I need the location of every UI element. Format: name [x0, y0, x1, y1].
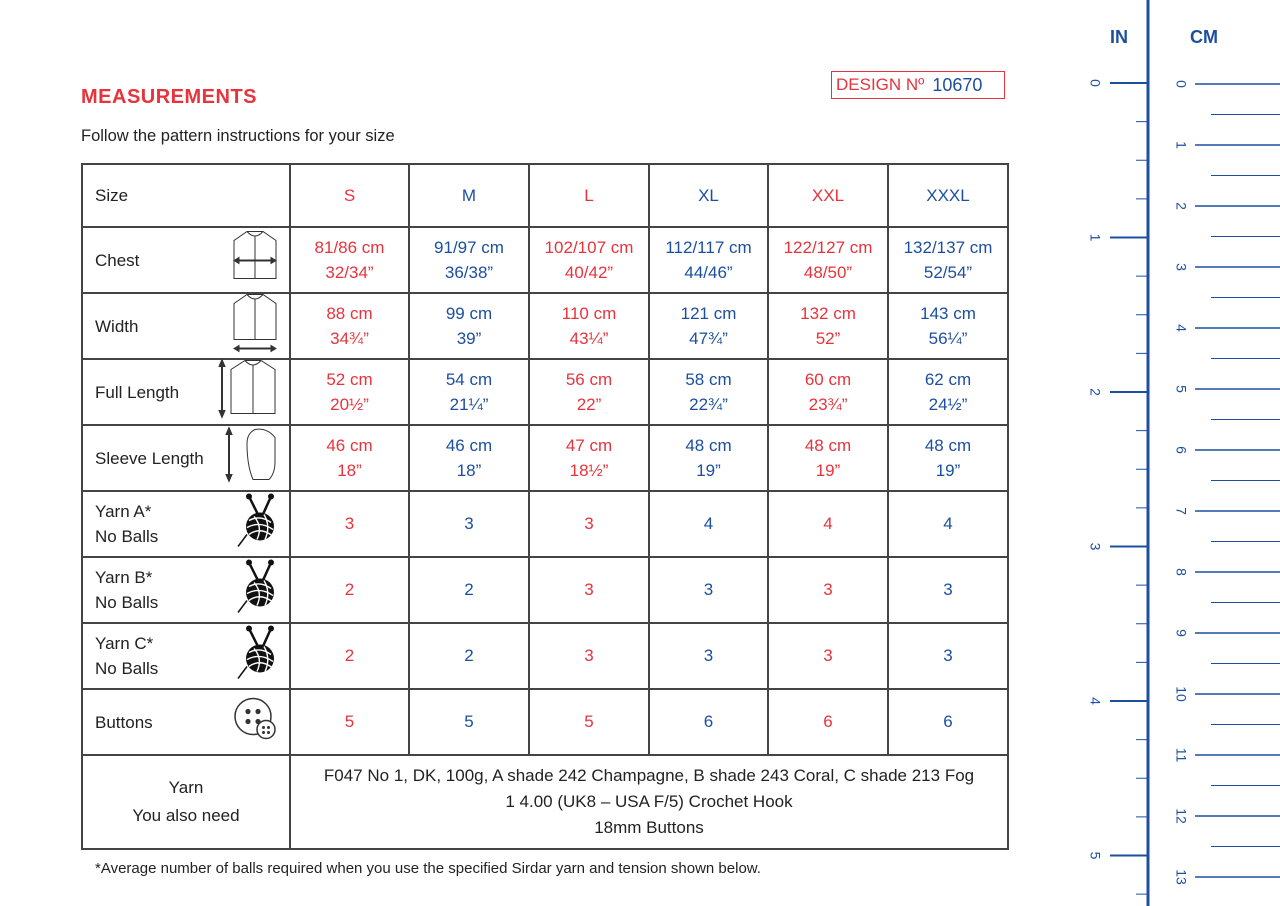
size-header-l: L	[529, 164, 649, 227]
value-primary: 2	[344, 646, 355, 665]
value-inches: 21¼”	[449, 395, 489, 414]
buttons-cell-xxl	[768, 689, 888, 755]
buttons-value: 18mm Buttons	[594, 818, 704, 837]
yarn-a-label-cell	[82, 491, 290, 557]
yarn-c-cell-xxxl	[888, 623, 1008, 689]
yarn-c-cell-s	[290, 623, 409, 689]
value-inches: 18½”	[569, 461, 609, 480]
cm-number: 8	[1173, 568, 1190, 576]
yarn-ball-icon	[235, 493, 281, 556]
value-primary: 48 cm	[685, 436, 732, 455]
value-primary: 3	[584, 514, 594, 533]
size-header-m: M	[409, 164, 529, 227]
materials-values	[290, 755, 1008, 849]
buttons-row	[82, 689, 1008, 755]
value-primary: 91/97 cm	[434, 238, 504, 257]
value-inches: 43¼”	[569, 329, 609, 348]
cm-number: 13	[1173, 869, 1190, 885]
value-inches: 56¼”	[928, 329, 968, 348]
cm-number: 1	[1173, 141, 1190, 149]
value-inches: 19”	[696, 461, 721, 480]
value-primary: 56 cm	[565, 370, 613, 389]
full-length-row	[82, 359, 1008, 425]
inch-number: 1	[1087, 233, 1104, 242]
value-inches: 19”	[935, 461, 961, 480]
chest-label: Chest	[95, 250, 140, 270]
value-inches: 24½”	[928, 395, 968, 414]
cm-number: 3	[1173, 263, 1190, 271]
yarn-b-label: Yarn B*	[95, 568, 153, 587]
value-primary: 6	[943, 712, 953, 731]
yarn-b-cell-l	[529, 557, 649, 623]
value-inches: 52/54”	[923, 263, 973, 282]
also-need-label: You also need	[132, 806, 240, 825]
yarn-ball-icon	[235, 559, 281, 622]
value-primary: 3	[823, 580, 833, 599]
value-primary: 110 cm	[561, 304, 617, 323]
width-cell-m	[409, 293, 529, 359]
yarn-a-cell-xxxl	[888, 491, 1008, 557]
value-primary: 88 cm	[326, 304, 373, 323]
cm-number: 7	[1173, 507, 1190, 515]
size-header-xxl: XXL	[768, 164, 888, 227]
sleeve-length-row	[82, 425, 1008, 491]
value-primary: 2	[344, 580, 355, 599]
yarn-b-cell-xxxl	[888, 557, 1008, 623]
value-inches: 40/42”	[564, 263, 614, 282]
buttons-cell-xxxl	[888, 689, 1008, 755]
buttons-label: Buttons	[95, 712, 153, 732]
sleeve-length-label-cell	[82, 425, 290, 491]
value-inches: 39”	[456, 329, 482, 348]
chest-cell-s	[290, 227, 409, 293]
cm-number: 11	[1173, 747, 1190, 763]
yarn-b-cell-s	[290, 557, 409, 623]
width-cell-xl	[649, 293, 768, 359]
sleeve-length-label: Sleeve Length	[95, 448, 204, 468]
value-primary: 122/127 cm	[783, 238, 873, 257]
measurements-table	[81, 163, 1009, 850]
yarn-c-cell-l	[529, 623, 649, 689]
value-primary: 132 cm	[800, 304, 856, 323]
full-length-cell-s	[290, 359, 409, 425]
value-primary: 62 cm	[924, 370, 972, 389]
value-inches: 48/50”	[803, 263, 853, 282]
yarn-b-sublabel: No Balls	[95, 593, 159, 612]
value-primary: 48 cm	[924, 436, 972, 455]
value-primary: 3	[703, 646, 714, 665]
value-primary: 60 cm	[804, 370, 852, 389]
full-length-label-cell	[82, 359, 290, 425]
value-primary: 3	[943, 580, 953, 599]
materials-row	[82, 755, 1008, 849]
chest-width-garment-icon	[229, 229, 281, 292]
value-inches: 23¾”	[808, 395, 848, 414]
yarn-a-cell-l	[529, 491, 649, 557]
yarn-a-cell-xxl	[768, 491, 888, 557]
buttons-cell-l	[529, 689, 649, 755]
value-primary: 143 cm	[920, 304, 976, 323]
value-primary: 3	[943, 646, 953, 665]
value-inches: 32/34”	[325, 263, 374, 282]
sleeve-length-cell-s	[290, 425, 409, 491]
design-number: 10670	[932, 74, 983, 95]
value-primary: 3	[823, 646, 833, 665]
materials-labels	[82, 755, 290, 849]
garment-width-icon	[229, 292, 281, 361]
sleeve-length-cell-xl	[649, 425, 768, 491]
yarn-a-cell-s	[290, 491, 409, 557]
cm-number: 4	[1173, 324, 1190, 332]
value-inches: 22¾”	[689, 395, 728, 414]
value-primary: 132/137 cm	[903, 238, 993, 257]
size-header-row	[82, 164, 1008, 227]
cm-number: 2	[1173, 202, 1190, 210]
chest-cell-l	[529, 227, 649, 293]
size-header-xl: XL	[649, 164, 768, 227]
value-primary: 58 cm	[685, 370, 732, 389]
value-primary: 2	[464, 580, 474, 599]
instructions-text: Follow the pattern instructions for your size	[81, 127, 395, 145]
yarn-b-cell-xxl	[768, 557, 888, 623]
full-length-cell-xxl	[768, 359, 888, 425]
value-primary: 81/86 cm	[314, 238, 385, 257]
measuring-ruler	[1070, 0, 1280, 906]
value-primary: 4	[823, 514, 833, 533]
width-cell-s	[290, 293, 409, 359]
size-header-xxxl: XXXL	[888, 164, 1008, 227]
design-number-badge	[831, 71, 1005, 99]
button-icon	[231, 694, 281, 751]
value-primary: 5	[344, 712, 355, 731]
value-primary: 4	[703, 514, 714, 533]
width-label: Width	[95, 316, 139, 336]
buttons-label-cell	[82, 689, 290, 755]
cm-number: 0	[1173, 80, 1190, 88]
value-inches: 52”	[815, 329, 841, 348]
yarn-c-label: Yarn C*	[95, 634, 154, 653]
yarn-c-cell-xl	[649, 623, 768, 689]
cm-number: 5	[1173, 385, 1190, 393]
buttons-cell-m	[409, 689, 529, 755]
sleeve-length-cell-m	[409, 425, 529, 491]
sleeve-length-cell-xxl	[768, 425, 888, 491]
value-primary: 112/117 cm	[665, 238, 752, 257]
full-length-cell-xxxl	[888, 359, 1008, 425]
yarn-c-sublabel: No Balls	[95, 659, 159, 678]
value-primary: 6	[703, 712, 714, 731]
yarn-b-row	[82, 557, 1008, 623]
value-primary: 48 cm	[804, 436, 852, 455]
value-primary: 3	[584, 580, 594, 599]
full-length-label: Full Length	[95, 382, 180, 402]
value-inches: 47¾”	[689, 329, 728, 348]
value-primary: 3	[344, 514, 355, 533]
size-label: Size	[82, 164, 290, 227]
chest-cell-m	[409, 227, 529, 293]
buttons-cell-s	[290, 689, 409, 755]
chest-cell-xxxl	[888, 227, 1008, 293]
size-header-s: S	[290, 164, 409, 227]
value-primary: 6	[823, 712, 833, 731]
design-label: DESIGN Nº	[836, 75, 925, 94]
chest-cell-xl	[649, 227, 768, 293]
yarn-a-label: Yarn A*	[95, 502, 152, 521]
cm-label: CM	[1190, 27, 1218, 47]
yarn-label: Yarn	[168, 778, 204, 797]
full-length-cell-l	[529, 359, 649, 425]
inch-number: 2	[1087, 388, 1104, 396]
value-primary: 2	[464, 646, 474, 665]
cm-number: 10	[1173, 686, 1190, 702]
inch-label: IN	[1110, 27, 1128, 47]
value-inches: 18”	[456, 461, 482, 480]
cm-number: 12	[1173, 808, 1190, 824]
footnote: *Average number of balls required when you use the specified Sirdar yarn and tension shown below.	[95, 860, 761, 877]
value-primary: 5	[584, 712, 594, 731]
inch-number: 3	[1087, 542, 1104, 551]
inch-number: 0	[1087, 79, 1104, 87]
value-primary: 46 cm	[445, 436, 493, 455]
value-primary: 99 cm	[445, 304, 493, 323]
width-row	[82, 293, 1008, 359]
width-cell-xxl	[768, 293, 888, 359]
value-primary: 3	[703, 580, 714, 599]
yarn-value: F047 No 1, DK, 100g, A shade 242 Champagne, B shade 243 Coral, C shade 213 Fog	[323, 766, 975, 785]
page-title: MEASUREMENTS	[81, 86, 258, 108]
value-primary: 3	[464, 514, 474, 533]
cm-number: 9	[1173, 629, 1190, 637]
value-inches: 34¾”	[330, 329, 369, 348]
yarn-a-cell-xl	[649, 491, 768, 557]
yarn-a-sublabel: No Balls	[95, 527, 159, 546]
value-inches: 19”	[815, 461, 841, 480]
value-primary: 47 cm	[565, 436, 613, 455]
width-cell-l	[529, 293, 649, 359]
buttons-cell-xl	[649, 689, 768, 755]
chest-label-cell	[82, 227, 290, 293]
yarn-c-cell-xxl	[768, 623, 888, 689]
value-primary: 102/107 cm	[544, 238, 634, 257]
value-primary: 4	[943, 514, 953, 533]
yarn-c-cell-m	[409, 623, 529, 689]
garment-length-icon	[217, 358, 281, 427]
value-primary: 54 cm	[445, 370, 493, 389]
hook-value: 1 4.00 (UK8 – USA F/5) Crochet Hook	[505, 792, 793, 811]
inch-number: 4	[1087, 697, 1104, 705]
value-primary: 52 cm	[326, 370, 373, 389]
value-primary: 46 cm	[326, 436, 373, 455]
width-label-cell	[82, 293, 290, 359]
yarn-a-cell-m	[409, 491, 529, 557]
yarn-ball-icon	[235, 625, 281, 688]
sleeve-length-icon	[223, 426, 281, 491]
yarn-a-row	[82, 491, 1008, 557]
inch-scale	[1087, 79, 1148, 894]
yarn-c-label-cell	[82, 623, 290, 689]
value-primary: 121 cm	[680, 304, 737, 323]
value-inches: 44/46”	[684, 263, 733, 282]
yarn-b-cell-xl	[649, 557, 768, 623]
chest-row	[82, 227, 1008, 293]
full-length-cell-m	[409, 359, 529, 425]
value-inches: 22”	[576, 395, 602, 414]
sleeve-length-cell-xxxl	[888, 425, 1008, 491]
yarn-b-label-cell	[82, 557, 290, 623]
width-cell-xxxl	[888, 293, 1008, 359]
value-inches: 36/38”	[444, 263, 494, 282]
cm-number: 6	[1173, 446, 1190, 454]
inch-number: 5	[1087, 851, 1104, 860]
value-primary: 5	[464, 712, 474, 731]
full-length-cell-xl	[649, 359, 768, 425]
value-inches: 18”	[337, 461, 362, 480]
sleeve-length-cell-l	[529, 425, 649, 491]
cm-scale	[1173, 80, 1280, 906]
value-primary: 3	[584, 646, 594, 665]
yarn-b-cell-m	[409, 557, 529, 623]
chest-cell-xxl	[768, 227, 888, 293]
value-inches: 20½”	[330, 395, 369, 414]
yarn-c-row	[82, 623, 1008, 689]
